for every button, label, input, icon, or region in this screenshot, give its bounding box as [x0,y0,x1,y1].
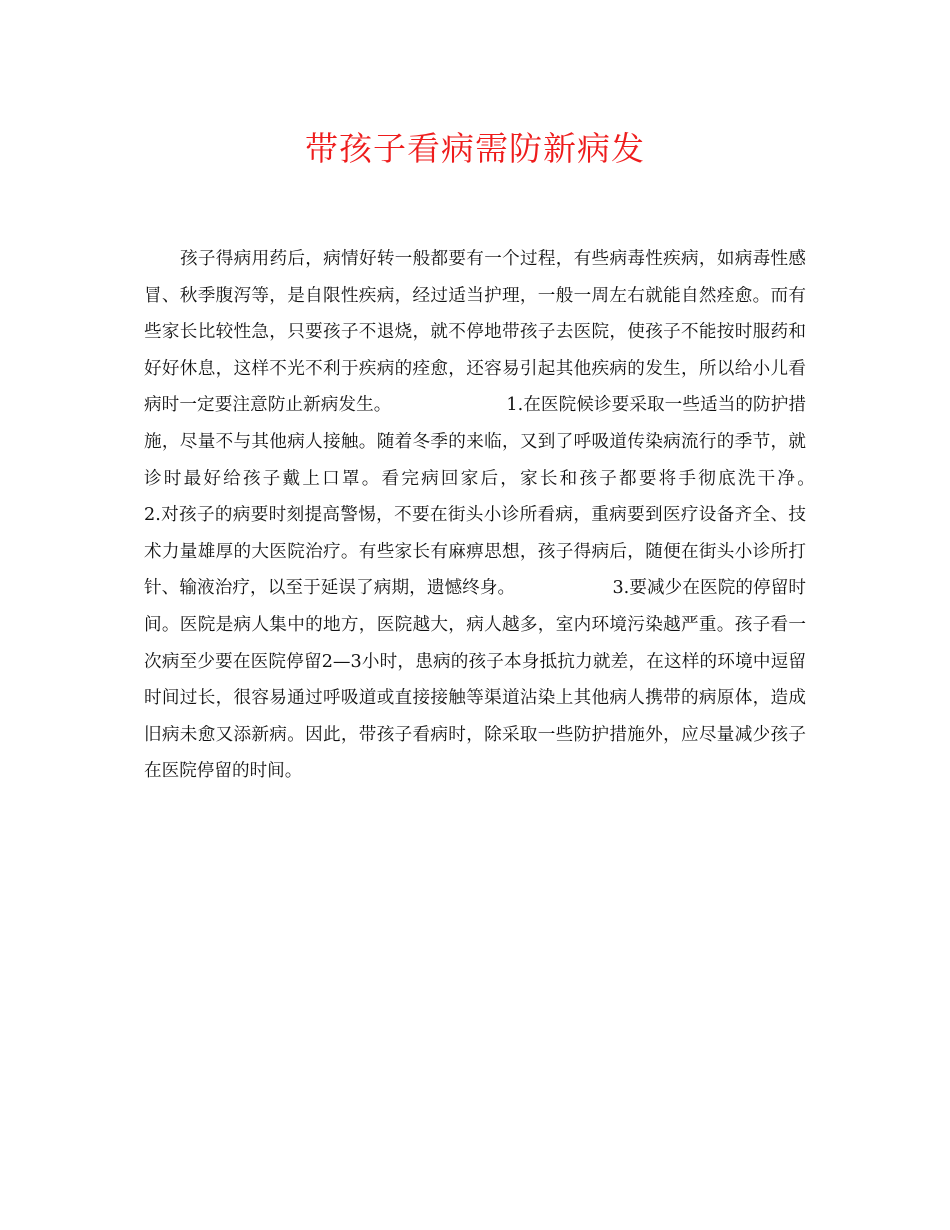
body-paragraph: 孩子得病用药后，病情好转一般都要有一个过程，有些病毒性疾病，如病毒性感冒、秋季腹泻等，是自限性疾病，经过适当护理，一般一周左右就能自然痊愈。而有些家长比较性急，只要孩子不退烧，就不停地带孩子去医院，使孩子不能按时服药和好好休息，这样不光不利于疾病的痊愈，还容易引起其他疾病的发生，所以给小儿看病时一定要注意防止新病发生。 1.在医院候诊要采取一些适当的防护措施，尽量不与其他病人接触。随着冬季的来临，又到了呼吸道传染病流行的季节，就诊时最好给孩子戴上口罩。看完病回家后，家长和孩子都要将手彻底洗干净。 2.对孩子的病要时刻提高警惕，不要在街头小诊所看病，重病要到医疗设备齐全、技术力量雄厚的大医院治疗。有些家长有麻痹思想，孩子得病后，随便在街头小诊所打针、输液治疗，以至于延误了病期，遗憾终身。 3.要减少在医院的停留时间。医院是病人集中的地方，医院越大，病人越多，室内环境污染越严重。孩子看一次病至少要在医院停留2—3小时，患病的孩子本身抵抗力就差，在这样的环境中逗留时间过长，很容易通过呼吸道或直接接触等渠道沾染上其他病人携带的病原体，造成旧病未愈又添新病。因此，带孩子看病时，除采取一些防护措施外，应尽量减少孩子在医院停留的时间。 [144,249,930,782]
document-title: 带孩子看病需防新病发 [305,129,645,168]
